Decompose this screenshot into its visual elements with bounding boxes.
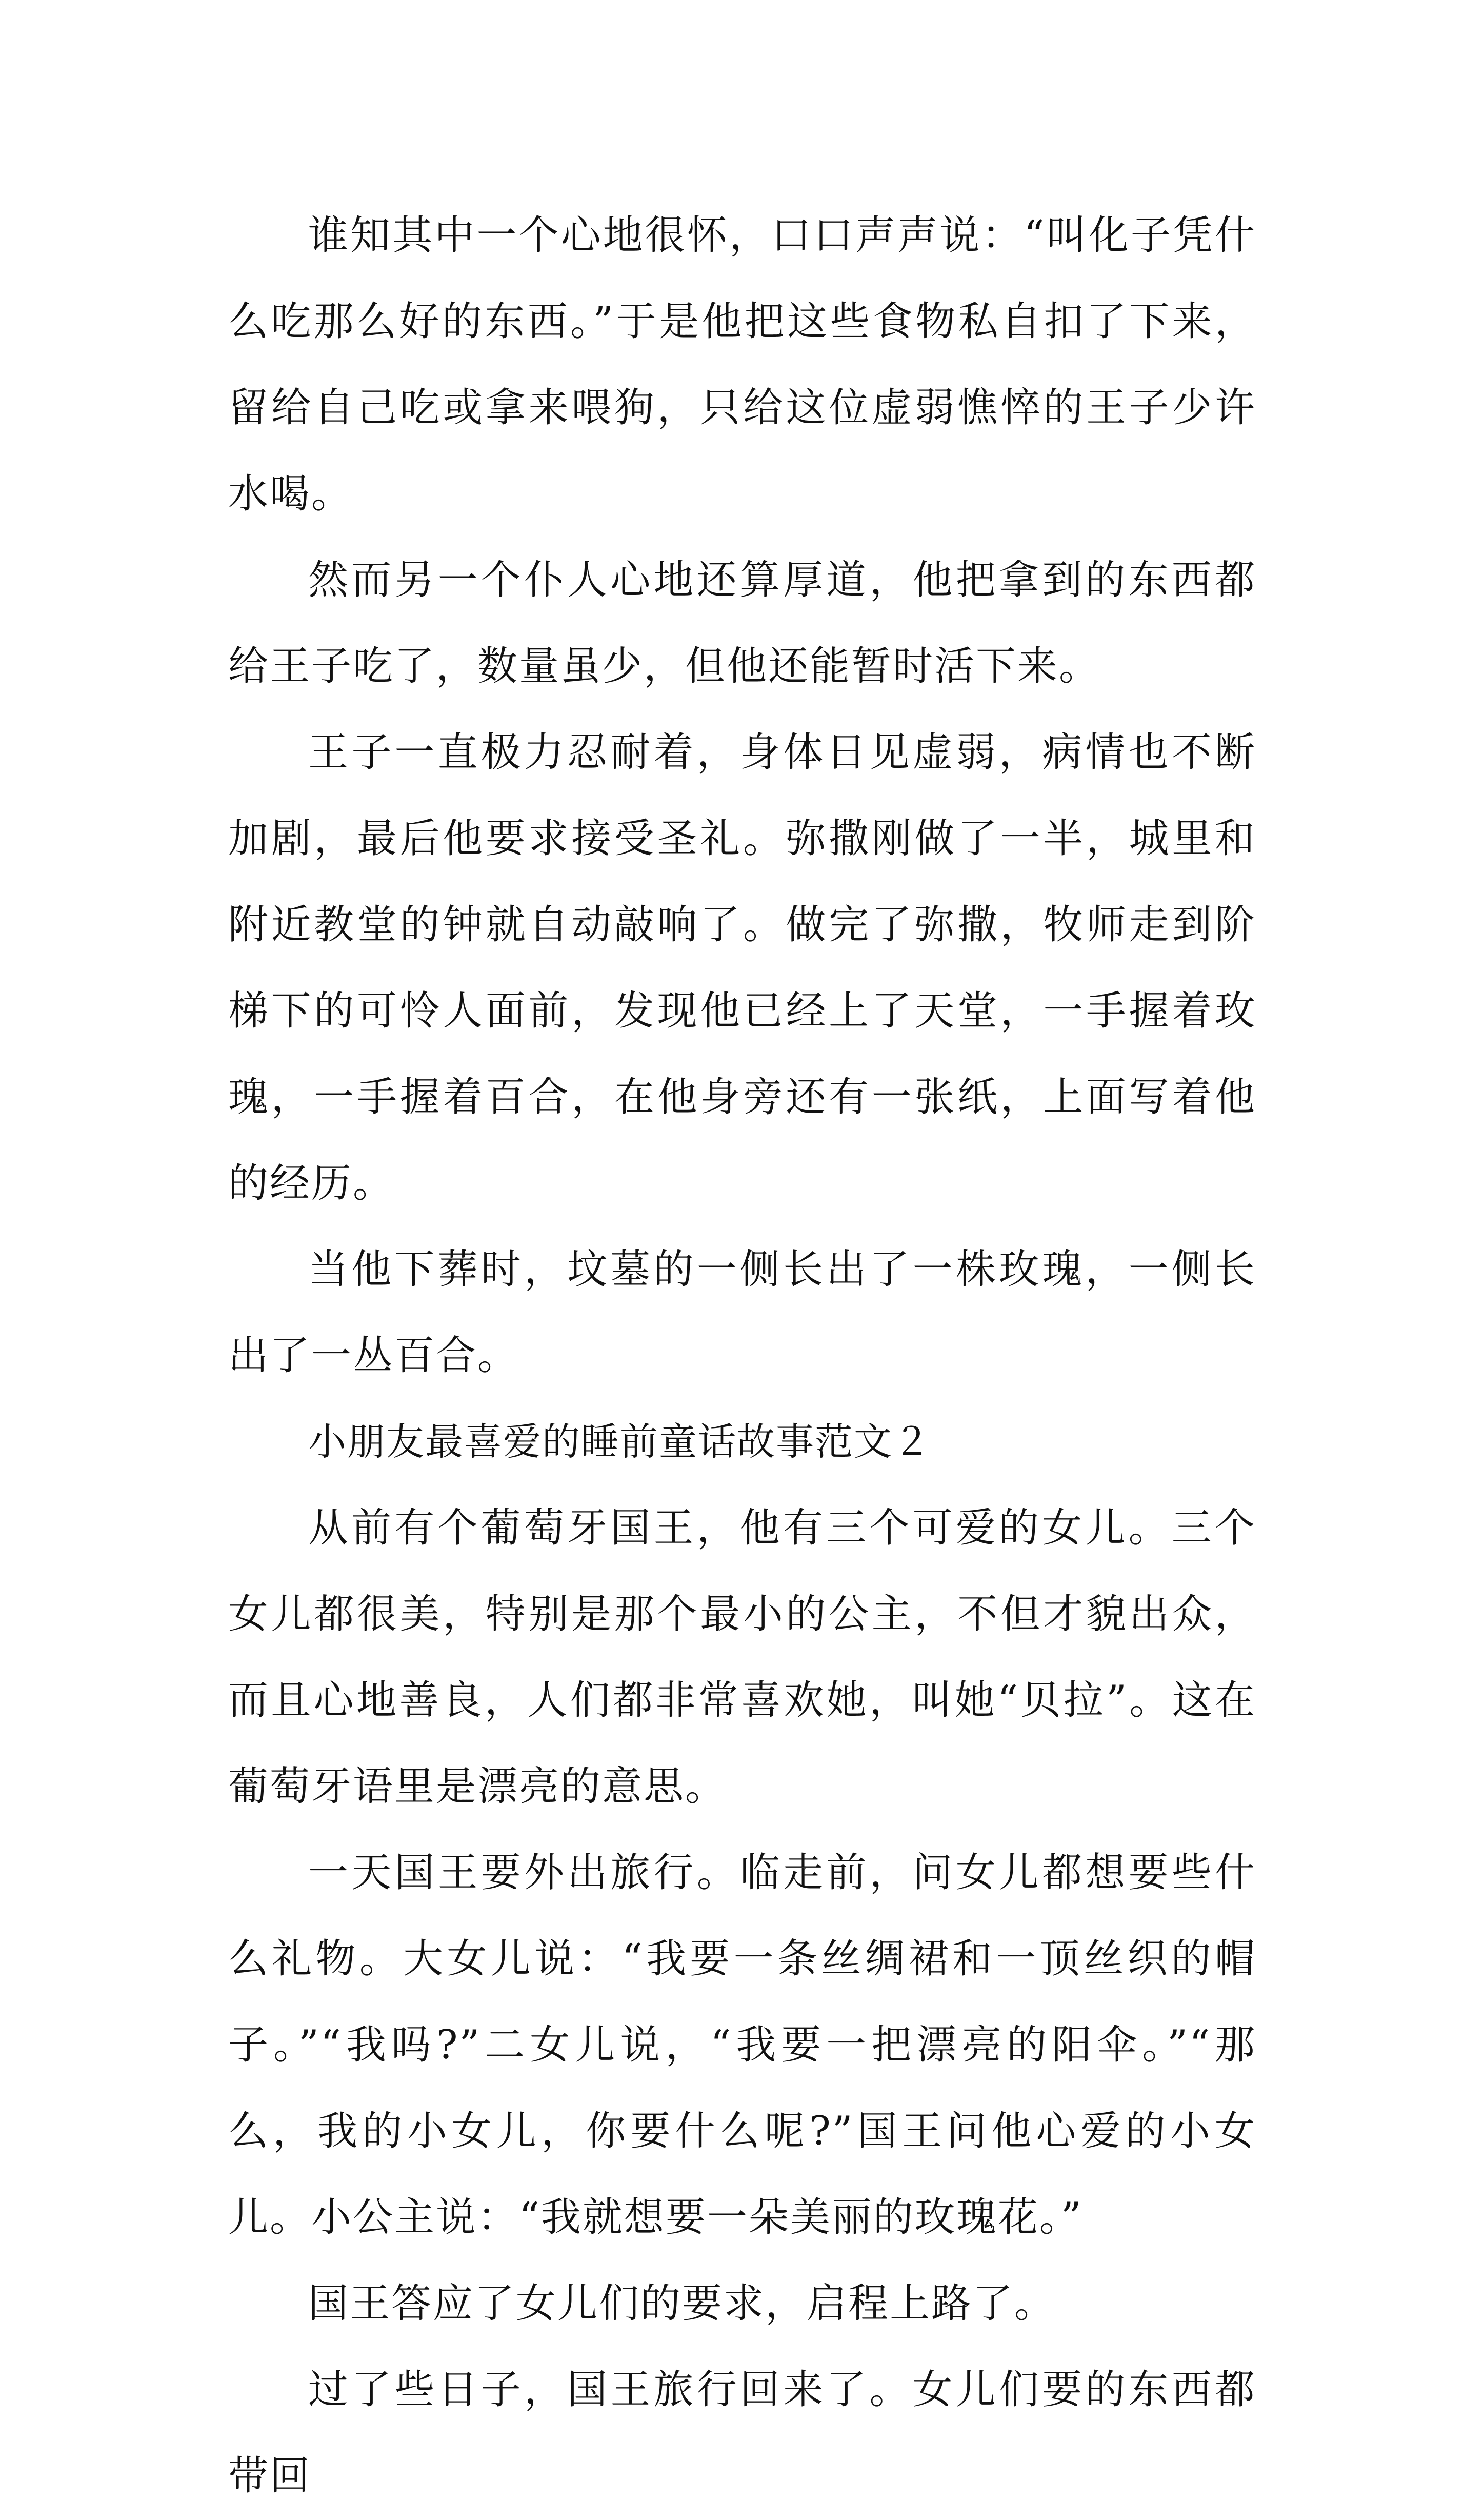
paragraph-king-departs: 国王答应了女儿们的要求，启程上路了。 — [308, 2280, 1056, 2327]
paragraph-beggar-fed: 谁知其中一个心地很怀，口口声声说：“叫化子凭什么吃那么好的东西。”于是他把这些食物私自扣了下来，留给自己吃或拿来喂狗，只给这位虚弱憔悴的王子少许水喝。 — [228, 212, 1256, 517]
paragraph-gift-requests: 一天国王要外出旅行。临走前，问女儿都想要些什么礼物。大女儿说：“我要一条丝绸裙和一顶丝织的帽子。”“我吗?”二女儿说，“我要一把漂亮的阳伞。”“那么，我的小女儿，你要什么呢?”国王问他心爱的小女儿。小公主说：“我就想要一朵美丽的玫瑰花。” — [228, 1850, 1256, 2240]
paragraph-king-returns: 过了些日子，国王旅行回来了。女儿们要的东西都带回 — [228, 2367, 1256, 2499]
paragraph-portugal-king: 从前有个葡萄牙国王，他有三个可爱的女儿。三个女儿都很美，特别是那个最小的公主，不但才貌出众，而且心地善良，人们都非常喜欢她，叫她“贝拉”。这在葡萄牙语里是漂亮的意思。 — [228, 1505, 1256, 1810]
paragraph-kind-servant: 然而另一个仆人心地还算厚道，他把拿到的东西都给王子吃了，数量虽少，但他还能暂时活下来。 — [228, 557, 1256, 689]
document-body — [228, 192, 1256, 2519]
paragraph-burial: 当他下葬时，坟墓的一侧长出了一株玫瑰，一侧长出了一丛百合。 — [228, 1246, 1256, 1379]
paragraph-prince-death: 王子一直极力忍耐着，身体日见虚弱，病情也不断加剧，最后他要求接受圣礼。弥撒刚做了一半，城里和附近教堂的钟就自动敲响了。做完了弥撒，牧师走到阶梯下的可怜人面前，发现他已经上了天堂，一手握着玫瑰，一手握着百合，在他身旁还有一张纸，上面写着他的经历。 — [228, 729, 1256, 1206]
section-heading: 小朋友最喜爱的睡前童话故事范文２ — [308, 1420, 932, 1464]
